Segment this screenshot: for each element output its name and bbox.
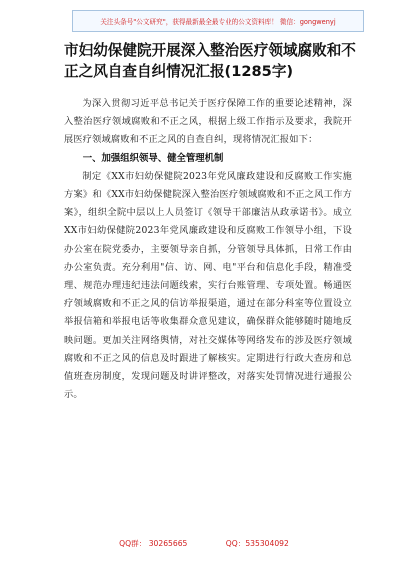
footer [0, 538, 408, 549]
section-heading: 一、加强组织领导、健全管理机制 [82, 152, 224, 164]
header-banner-text: 关注头条号"公文研究"，获得最新最全最专业的公文资料库！ 微信：gongwenyj [100, 18, 336, 26]
document-title: 市妇幼保健院开展深入整治医疗领域腐败和不正之风自查自纠情况汇报(1285字) [64, 42, 356, 80]
intro-paragraph: 为深入贯彻习近平总书记关于医疗保障工作的重要论述精神，深入整治医疗领域腐败和不正之风，根据上级工作指示及要求，我院开展医疗领域腐败和不正之风的自查自纠，现将情况汇报如下： [64, 98, 352, 146]
section-paragraph: 制定《XX市妇幼保健院2023年党风廉政建设和反腐败工作实施方案》和《XX市妇幼保健院深入整治医疗领域腐败和不正之风工作方案》，组织全院中层以上人员签订《领导干部廉洁从政承诺书》。成立XX市妇幼保健院2023年党风廉政建设和反腐败工作领导小组，下设办公室在院党委办，主要领导亲自抓，分管领导具体抓，日常工作由办公室负责。充分利用"信、访、网、电"平台和信息化手段，精准受理、规范办理违纪违法问题线索，实行台账管理、专项处置。畅通医疗领域腐败和不正之风的信访举报渠道，通过在部分科室等位置设立举报信箱和举报电话等收集群众意见建议，确保群众能够随时随地反映问题。更加关注网络舆情，对社交媒体等网络发布的涉及医疗领域腐败和不正之风的信息及时跟进了解核实。定期进行行政大查房和总值班查房制度，发现问题及时讲评整改，对落实处罚情况进行通报公示。 [64, 170, 352, 401]
document-body [64, 95, 352, 404]
footer-qq-group: QQ群： 30265665 [119, 539, 188, 548]
footer-qq: QQ：535304092 [225, 539, 289, 548]
header-banner [72, 10, 364, 32]
